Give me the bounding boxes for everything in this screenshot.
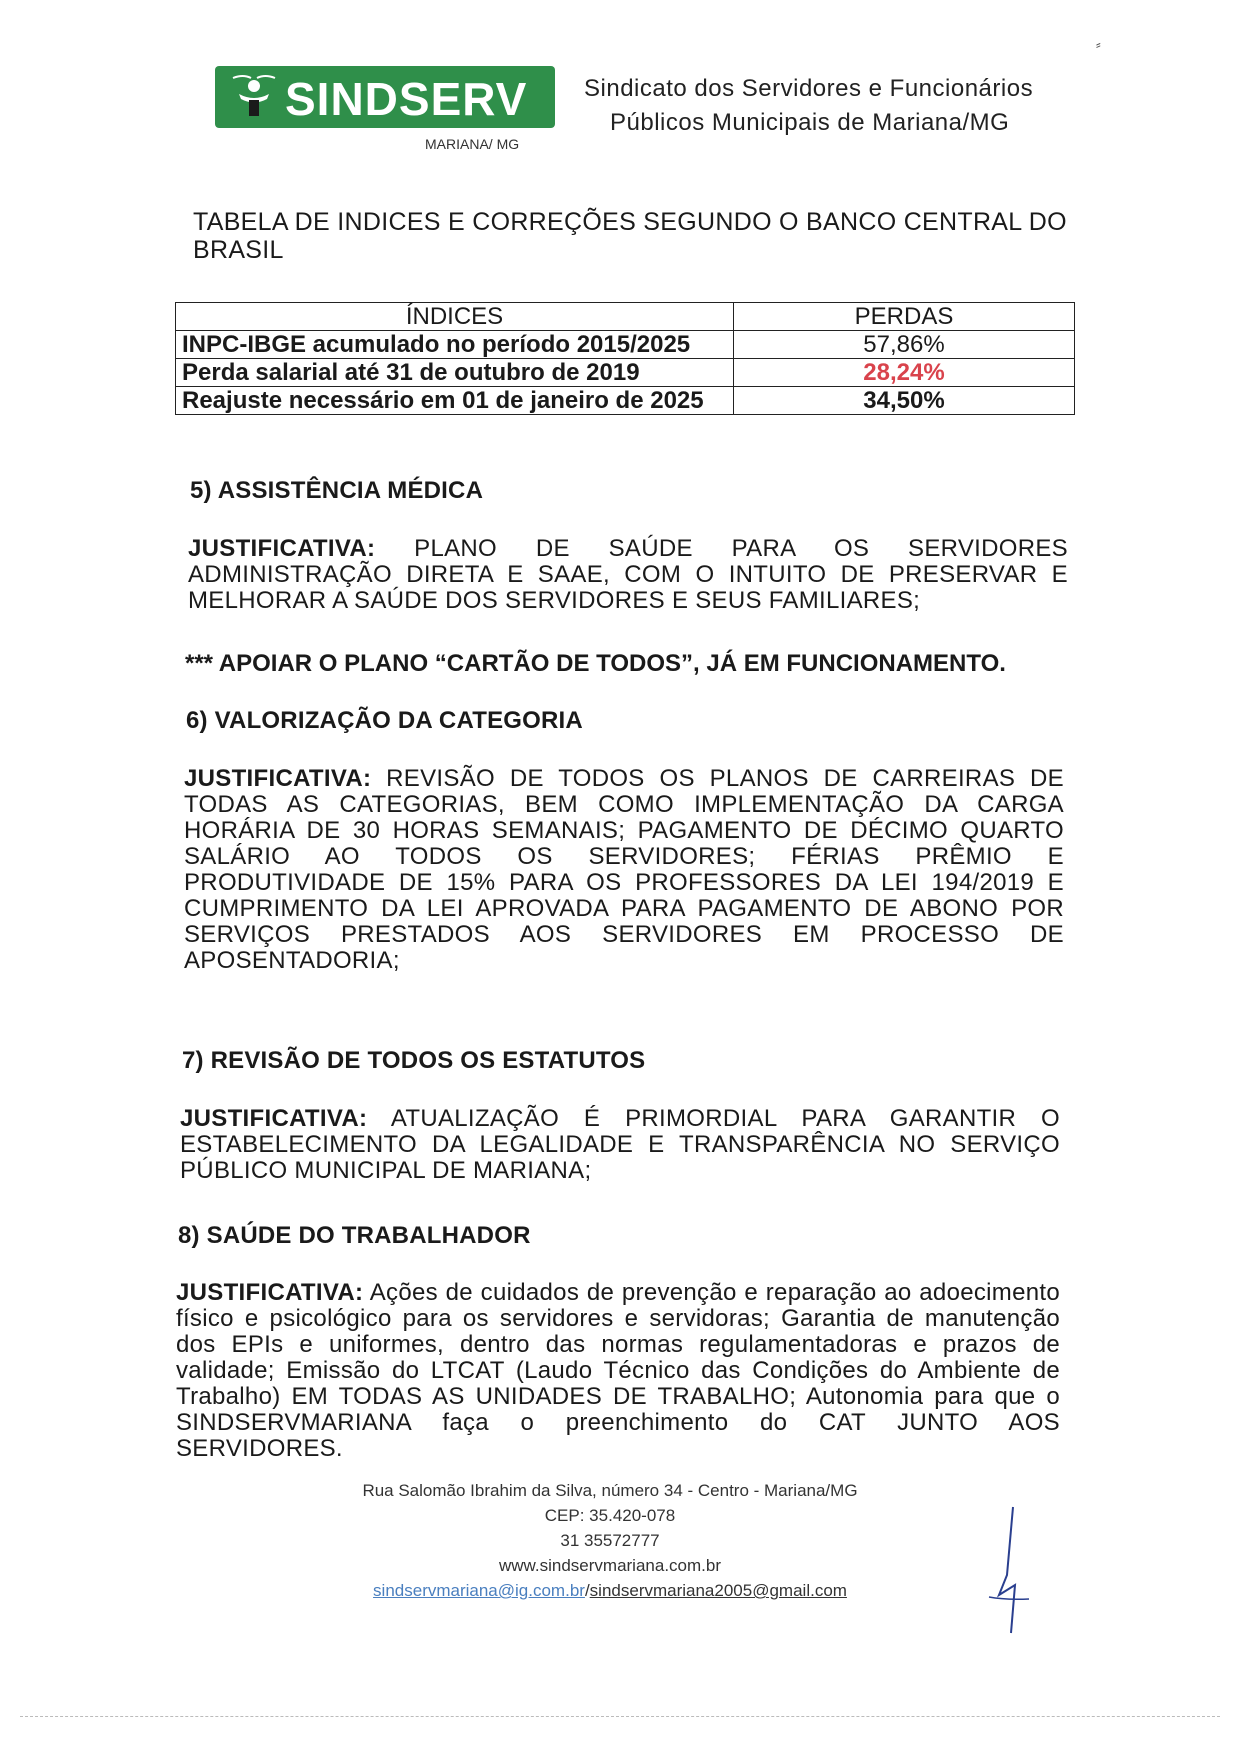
signature-mark bbox=[985, 1505, 1035, 1635]
table-row bbox=[176, 331, 1075, 359]
document-title: TABELA DE INDICES E CORREÇÕES SEGUNDO O BANCO CENTRAL DO BRASIL bbox=[193, 208, 1067, 264]
justification-text: Ações de cuidados de prevenção e reparação ao adoecimento físico e psicológico para os servidores e servidoras; Garantia de manutenção dos EPIs e uniformes, dentro das normas regulamentadoras e prazos de validade; Emissão do LTCAT (Laudo Técnico das Condições do Ambiente de Trabalho) EM TODAS AS UNIDADES DE TRABALHO; Autonomia para que o SINDSERVMARIANA faça o preenchimento do CAT JUNTO AOS SERVIDORES. bbox=[176, 1279, 1060, 1462]
logo-text: SINDSERV bbox=[285, 73, 528, 125]
org-line-2: Públicos Municipais de Mariana/MG bbox=[610, 109, 1010, 136]
justification-label: JUSTIFICATIVA: bbox=[188, 535, 376, 562]
justification-text: ATUALIZAÇÃO É PRIMORDIAL PARA GARANTIR O ESTABELECIMENTO DA LEGALIDADE E TRANSPARÊNCIA NO SERVIÇO PÚBLICO MUNICIPAL DE MARIANA; bbox=[180, 1105, 1060, 1184]
section-6-title: 6) VALORIZAÇÃO DA CATEGORIA bbox=[186, 707, 583, 734]
footer-cep: CEP: 35.420-078 bbox=[544, 1506, 676, 1525]
row-value: 57,86% bbox=[734, 331, 1075, 359]
justification-label: JUSTIFICATIVA: bbox=[184, 765, 372, 792]
footer-phone: 31 35572777 bbox=[560, 1531, 660, 1550]
section-8-justification bbox=[176, 1280, 1060, 1462]
email-link-1[interactable]: sindservmariana@ig.com.br bbox=[373, 1581, 585, 1600]
indices-table bbox=[175, 302, 1075, 415]
footer-address: Rua Salomão Ibrahim da Silva, número 34 - Centro - Mariana/MG bbox=[362, 1481, 858, 1500]
section-7-justification bbox=[180, 1106, 1060, 1184]
row-label: Perda salarial até 31 de outubro de 2019 bbox=[176, 359, 734, 387]
section-8-title: 8) SAÚDE DO TRABALHADOR bbox=[178, 1222, 531, 1249]
sindserv-logo bbox=[215, 66, 555, 128]
org-line-1: Sindicato dos Servidores e Funcionários bbox=[584, 75, 1034, 102]
justification-label: JUSTIFICATIVA: bbox=[180, 1105, 368, 1132]
header-indices: ÍNDICES bbox=[176, 303, 734, 331]
justification-text: PLANO DE SAÚDE PARA OS SERVIDORES ADMINISTRAÇÃO DIRETA E SAAE, COM O INTUITO DE PRESERVAR E MELHORAR A SAÚDE DOS SERVIDORES E SEUS FAMILIARES; bbox=[188, 535, 1068, 614]
section-5-title: 5) ASSISTÊNCIA MÉDICA bbox=[190, 477, 484, 504]
header-perdas: PERDAS bbox=[734, 303, 1075, 331]
justification-label: JUSTIFICATIVA: bbox=[176, 1279, 364, 1306]
organization-name bbox=[584, 72, 1074, 140]
row-value: 34,50% bbox=[734, 387, 1075, 415]
union-emblem-icon bbox=[229, 72, 279, 122]
row-label: INPC-IBGE acumulado no período 2015/2025 bbox=[176, 331, 734, 359]
section-7-title: 7) REVISÃO DE TODOS OS ESTATUTOS bbox=[182, 1047, 646, 1074]
bottom-divider bbox=[20, 1716, 1220, 1717]
justification-text: REVISÃO DE TODOS OS PLANOS DE CARREIRAS DE TODAS AS CATEGORIAS, BEM COMO IMPLEMENTAÇÃO DA CARGA HORÁRIA DE 30 HORAS SEMANAIS; PAGAMENTO DE DÉCIMO QUARTO SALÁRIO AO TODOS OS SERVIDORES; FÉRIAS PRÊMIO E PRODUTIVIDADE DE 15% PARA OS PROFESSORES DA LEI 194/2019 E CUMPRIMENTO DA LEI APROVADA PARA PAGAMENTO DE ABONO POR SERVIÇOS PRESTADOS AOS SERVIDORES EM PROCESSO DE APOSENTADORIA; bbox=[184, 765, 1064, 974]
footer-website[interactable]: www.sindservmariana.com.br bbox=[498, 1556, 721, 1575]
section-5-note: *** APOIAR O PLANO “CARTÃO DE TODOS”, JÁ EM FUNCIONAMENTO. bbox=[185, 650, 1006, 677]
row-label: Reajuste necessário em 01 de janeiro de 2025 bbox=[176, 387, 734, 415]
footer-emails bbox=[300, 1578, 920, 1603]
scan-mark: ⸗ bbox=[1096, 36, 1101, 52]
table-row bbox=[176, 359, 1075, 387]
row-value-highlight: 28,24% bbox=[734, 359, 1075, 387]
section-6-justification bbox=[184, 766, 1064, 974]
footer-contact bbox=[300, 1478, 920, 1603]
email-separator: / bbox=[584, 1581, 590, 1600]
section-5-justification bbox=[188, 536, 1068, 614]
table-header-row bbox=[176, 303, 1075, 331]
email-link-2[interactable]: sindservmariana2005@gmail.com bbox=[589, 1581, 847, 1600]
logo-subtitle: MARIANA/ MG bbox=[425, 136, 520, 152]
table-row bbox=[176, 387, 1075, 415]
